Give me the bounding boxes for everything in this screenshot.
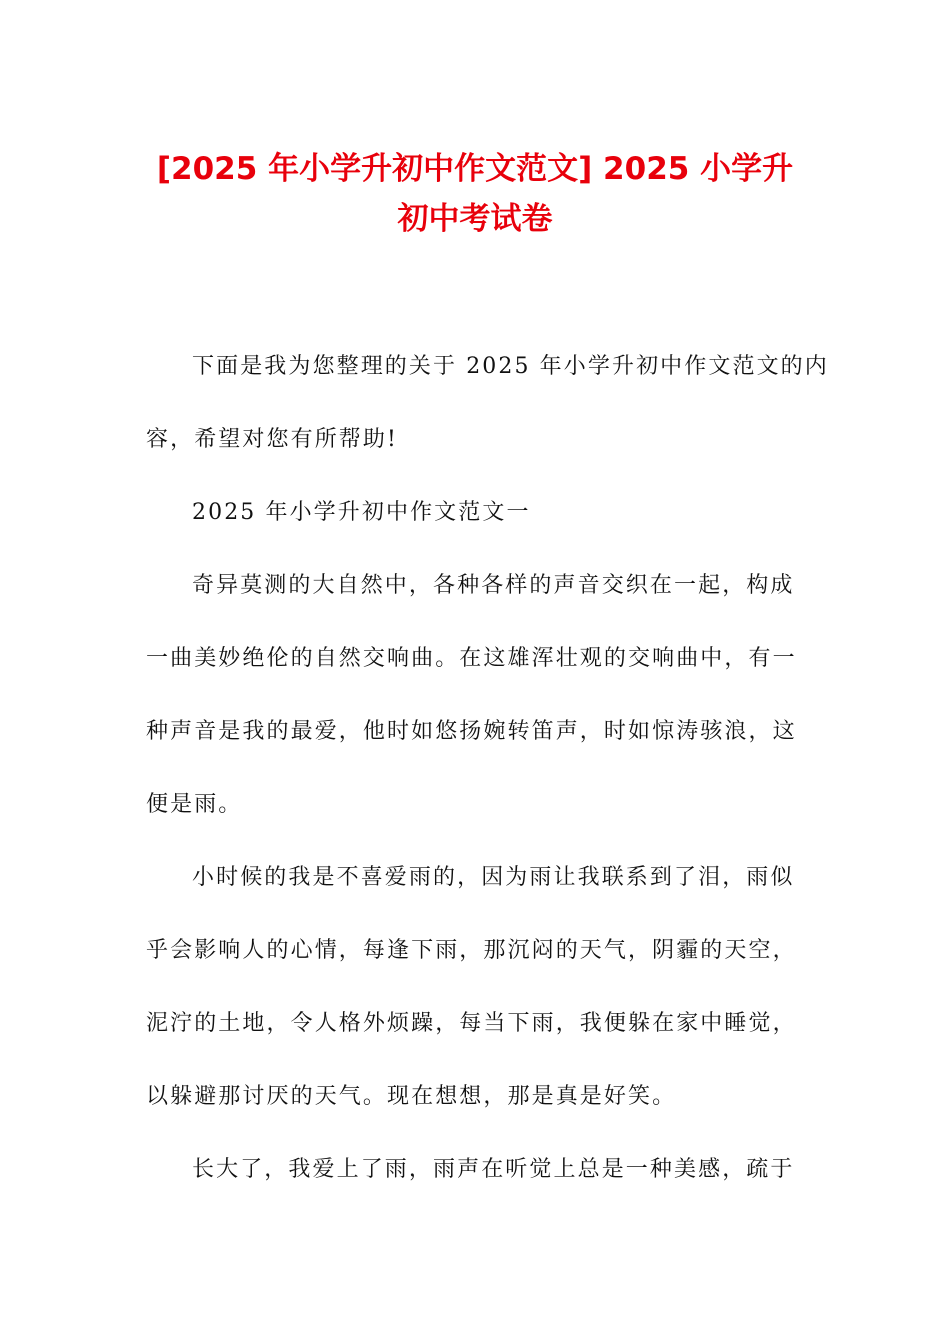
text-line: 一曲美妙绝伦的自然交响曲。在这雄浑壮观的交响曲中，有一: [146, 646, 797, 671]
text-line: 便是雨。: [146, 792, 243, 817]
text-line: 小时候的我是不喜爱雨的，因为雨让我联系到了泪，雨似: [192, 865, 795, 890]
text-line: 种声音是我的最爱，他时如悠扬婉转笛声，时如惊涛骇浪，这: [146, 719, 797, 744]
text-line: 容，希望对您有所帮助!: [146, 427, 398, 452]
text-line: 乎会影响人的心情，每逢下雨，那沉闷的天气，阴霾的天空，: [146, 938, 797, 963]
text-line: 长大了，我爱上了雨，雨声在听觉上总是一种美感，疏于: [192, 1157, 795, 1182]
section-heading: [146, 476, 806, 549]
paragraph-2: [146, 841, 806, 1133]
title-line-2: 初中考试卷: [397, 201, 553, 237]
title-line-1: [2025 年小学升初中作文范文] 2025 小学升: [156, 151, 794, 187]
text-line: 下面是我为您整理的关于 2025 年小学升初中作文范文的内: [192, 354, 829, 379]
text-line: 2025 年小学升初中作文范文一: [192, 500, 531, 525]
document-title: [0, 144, 950, 244]
paragraph-3: [146, 1133, 806, 1206]
document-body: [146, 330, 829, 1206]
text-line: 泥泞的土地，令人格外烦躁，每当下雨，我便躲在家中睡觉，: [146, 1011, 797, 1036]
text-line: 奇异莫测的大自然中，各种各样的声音交织在一起，构成: [192, 573, 795, 598]
paragraph-1: [146, 549, 806, 841]
paragraph-intro: [146, 330, 829, 476]
text-line: 以躲避那讨厌的天气。现在想想，那是真是好笑。: [146, 1084, 677, 1109]
